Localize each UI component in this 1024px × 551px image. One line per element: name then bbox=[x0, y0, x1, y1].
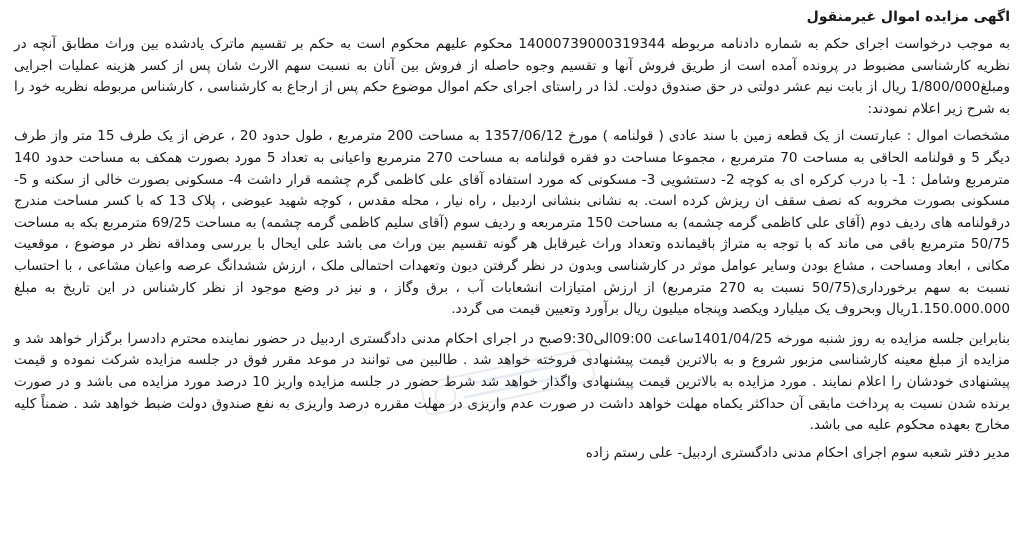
notice-signature: مدیر دفتر شعبه سوم اجرای احکام مدنی دادگستری اردبیل- علی رستم زاده bbox=[585, 444, 1010, 461]
notice-paragraph-intro: به موجب درخواست اجرای حکم به شماره دادنامه مربوطه 14000739000319344 محکوم علیهم محکوم است به حکم بر تقسیم ماترک یادشده بین وراث مطابق آنچه در نظریه کارشناسی مضبوط در پرونده آمده است از طریق فروش آنها و تقسیم وجوه حاصله از فروش بین آنان به نسبت سهم الارث شان پس از کسر هزینه عملیات اجرایی ومبلغ1/800/000 ریال از بابت نیم عشر دولتی در حق صندوق دولت. لذا در راستای اجرای حکم اموال موضوع حکم پس از ارجاع به کارشناسی ، کارشناس مربوطه نظریه خود را به شرح زیر اعلام نمودند: bbox=[14, 36, 1010, 117]
notice-paragraph-property-specs: مشخصات اموال : عبارتست از یک قطعه زمین با سند عادی ( قولنامه ) مورخ 1357/06/12 به مساحت 200 مترمربع ، طول حدود 20 ، عرض از یک طرف 15 متر واز طرف دیگر 5 و قولنامه الحاقی به مساحت 70 مترمربع ، مجموعا مساحت دو فقره قولنامه به مساحت 270 مترمربع واعیانی به تعداد 5 مورد بصورت همکف به مساحت حدود 140 مترمربع وشامل : 1- با درب کرکره ای به کوچه 2- دستشویی 3- مسکونی که مورد استفاده آقای علی کاظمی گرم چشمه قرار داشت 4- مسکونی بصورت خالی از سکنه و 5- مسکونی بصورت مخروبه که نصف سقف ان ریزش کرده است. به نشانی بنشانی اردبیل ، راه نیار ، محله مقدس ، کوچه شهید عیوضی ، پلاک 13 که با کسر مساحت مندرج درقولنامه های ردیف دوم (آقای علی کاظمی گرمه چشمه) به مساحت 150 مترمربعه و ردیف سوم (آقای سلیم کاظمی گرمه چشمه) به مساحت 69/25 مترمربع بکه به مساحت 50/75 مترمربع باقی می ماند که با توجه به متراژ باقیمانده وتعداد وراث غیرقابل هر گونه تقسیم بین وراث می باشد علی ایحال با بررسی ومداقه نظر در موضوع ، موقعیت مکانی ، ابعاد ومساحت ، مشاع بودن وسایر عوامل موثر در کارشناسی وبدون در نظر گرفتن دیون وتعهدات احتمالی ملک ، ارزش ششدانگ عرصه واعیان مشاعی ، با احتساب نسبت به سهم برخورداری(50/75 نسبت به 270 مترمربع) از ارزش امتیازات انشعابات آب ، برق وگاز ، و نیز در وضع موجود از نظر کارشناس در این تاریخ به مبلغ 1.150.000.000ریال وبحروف یک میلیارد ویکصد وپنجاه میلیون ریال برآورد وتعیین قیمت می گردد. bbox=[14, 128, 1010, 318]
notice-paragraph-auction-terms: بنابراین جلسه مزایده به روز شنبه مورخه 1401/04/25ساعت 09:00الی9:30صبح در اجرای احکام مدنی دادگستری اردبیل در حضور نماینده محترم دادسرا برگزار خواهد شد و مزایده از مبلغ معینه کارشناسی مزبور شروع و به بالاترین قیمت پیشنهادی فروخته خواهد شد . طالبین می توانند در موعد مقرر فوق در جلسه مزایده شرکت نموده و قیمت پیشنهادی خودشان را اعلام نمایند . مورد مزایده به بالاترین قیمت پیشنهادی واگذار خواهد شد شرط حضور در جلسه مزایده واریز 10 درصد مورد مزایده می باشد و در صورت برنده شدن نسبت به پرداخت مابقی آن حداکثر یکماه مهلت خواهد داشت در صورت عدم واریزی در مهلت مقرره درصد واریزی به نفع صندوق دولت ضبط خواهد شد . ضمناً کلیه مخارج بعهده محکوم علیه می باشد. bbox=[14, 330, 1011, 434]
notice-title: اگهی مزایده اموال غیرمنقول bbox=[806, 9, 1010, 25]
